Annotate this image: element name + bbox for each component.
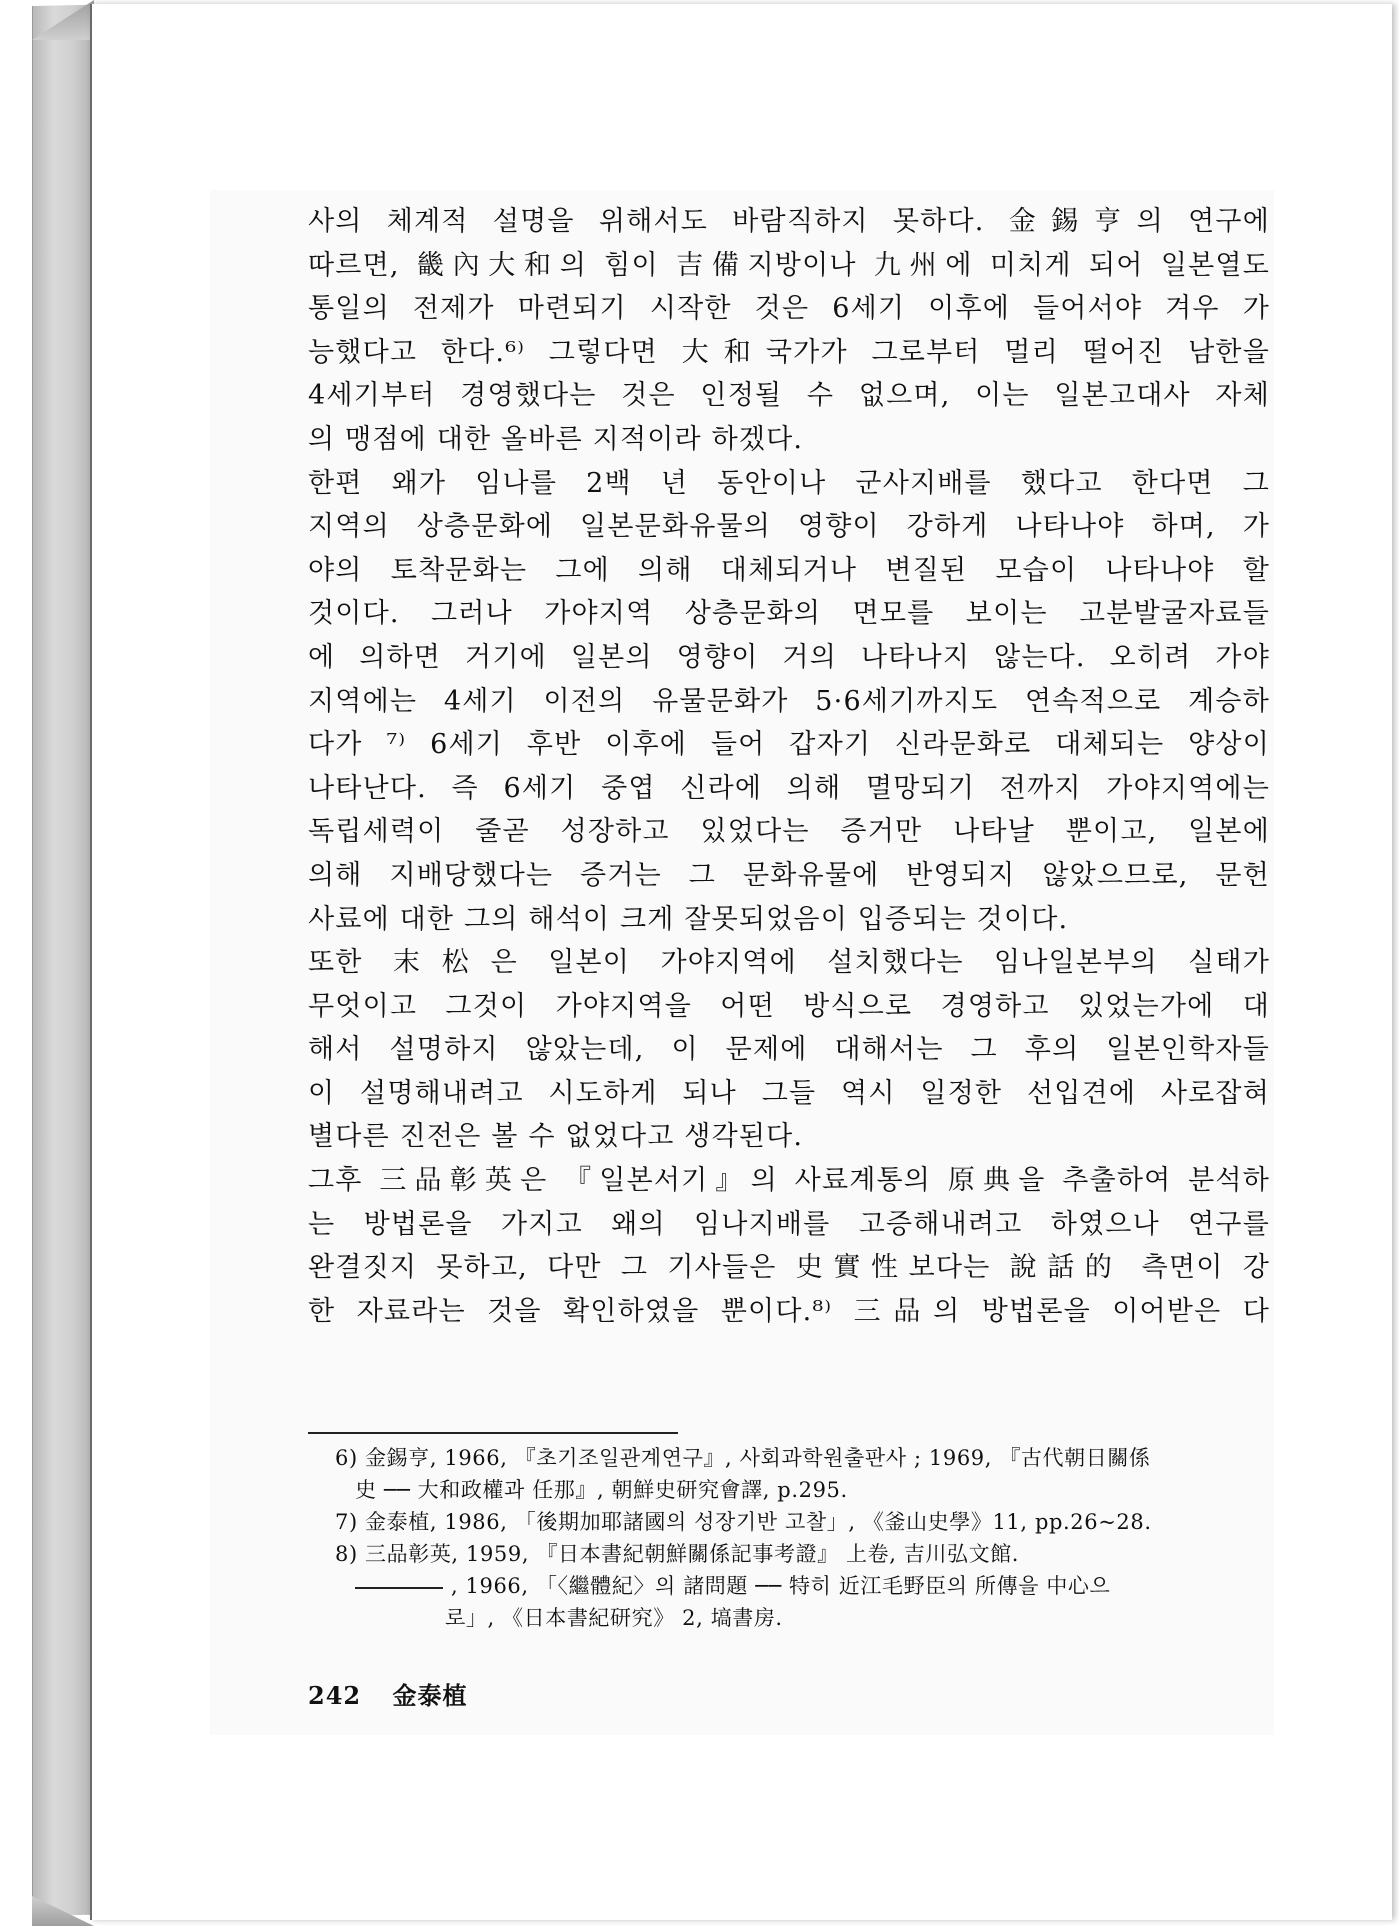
book-spine (32, 5, 91, 1916)
footnotes (335, 1442, 1270, 1634)
body-line: 나타난다. 즉 6세기 중엽 신라에 의해 멸망되기 전까지 가야지역에는 (308, 772, 1270, 804)
running-author: 金泰植 (392, 1681, 468, 1710)
body-line: 해서 설명하지 않았는데, 이 문제에 대해서는 그 후의 일본인학자들 (308, 1034, 1270, 1066)
body-line: 에 의하면 거기에 일본의 영향이 거의 나타나지 않는다. 오히려 가야 (308, 641, 1270, 673)
body-line: 통일의 전제가 마련되기 시작한 것은 6세기 이후에 들어서야 겨우 가 (308, 293, 1270, 325)
body-line: 의해 지배당했다는 증거는 그 문화유물에 반영되지 않았으므로, 문헌 (308, 859, 1270, 891)
ditto-underline (355, 1587, 443, 1589)
body-line: 사료에 대한 그의 해석이 크게 잘못되었음이 입증되는 것이다. (308, 903, 1069, 935)
body-line: 야의 토착문화는 그에 의해 대체되거나 변질된 모습이 나타나야 할 (308, 554, 1270, 586)
body-line: 사의 체계적 설명을 위해서도 바람직하지 못하다. 金錫亨의 연구에 (308, 206, 1270, 237)
body-line: 지역에는 4세기 이전의 유물문화가 5·6세기까지도 연속적으로 계승하 (308, 685, 1270, 717)
body-line: 독립세력이 줄곧 성장하고 있었다는 증거만 나타날 뿐이고, 일본에 (308, 816, 1270, 848)
footnote-7: 7) 金泰植, 1986, 「後期加耶諸國의 성장기반 고찰」, 《釜山史學》11, pp.26~28. (335, 1510, 1152, 1534)
body-line: 또한 末松은 일본이 가야지역에 설치했다는 임나일본부의 실태가 (308, 947, 1270, 979)
body-line: 것이다. 그러나 가야지역 상층문화의 면모를 보이는 고분발굴자료들 (308, 598, 1270, 630)
footnote-6: 6) 金錫亨, 1966, 『초기조일관계연구』, 사회과학원출판사 ; 1969, 『古代朝日關係 (335, 1446, 1151, 1470)
footnote-8: 8) 三品彰英, 1959, 『日本書紀朝鮮關係記事考證』 上卷, 吉川弘文館. (335, 1542, 1020, 1566)
footnote-6-continued: 史 ── 大和政權과 任那』, 朝鮮史研究會譯, p.295. (355, 1478, 848, 1502)
body-text (308, 200, 1270, 1333)
body-line: 이 설명해내려고 시도하게 되나 그들 역시 일정한 선입견에 사로잡혀 (308, 1077, 1270, 1109)
footnote-8-continued: 로」, 《日本書紀研究》 2, 塙書房. (445, 1606, 783, 1630)
body-line: 능했다고 한다.⁶⁾ 그렇다면 大和국가가 그로부터 멀리 떨어진 남한을 (308, 336, 1270, 368)
body-line: 한 자료라는 것을 확인하였을 뿐이다.⁸⁾ 三品의 방법론을 이어받은 다 (308, 1295, 1270, 1327)
footnote-8-second (335, 1570, 1270, 1602)
body-line: 따르면, 畿內大和의 힘이 吉備지방이나 九州에 미치게 되어 일본열도 (308, 249, 1270, 281)
body-line: 의 맹점에 대한 올바른 지적이라 하겠다. (308, 423, 804, 455)
body-line: 완결짓지 못하고, 다만 그 기사들은 史實性보다는 說話的 측면이 강 (308, 1252, 1270, 1284)
body-line: 한편 왜가 임나를 2백 년 동안이나 군사지배를 했다고 한다면 그 (308, 467, 1270, 499)
footnote-8-second-text: , 1966, 「〈繼體紀〉의 諸問題 ── 特히 近江毛野臣의 所傳을 中心으 (451, 1574, 1111, 1598)
page-number: 242 (308, 1681, 362, 1710)
body-line: 무엇이고 그것이 가야지역을 어떤 방식으로 경영하고 있었는가에 대 (308, 990, 1270, 1022)
body-line: 별다른 진전은 볼 수 없었다고 생각된다. (308, 1121, 804, 1153)
body-line: 그후 三品彰英은 『일본서기』의 사료계통의 原典을 추출하여 분석하 (308, 1165, 1270, 1197)
body-line: 는 방법론을 가지고 왜의 임나지배를 고증해내려고 하였으나 연구를 (308, 1208, 1270, 1240)
body-line: 지역의 상층문화에 일본문화유물의 영향이 강하게 나타나야 하며, 가 (308, 511, 1270, 543)
page-footer (308, 1676, 489, 1711)
body-line: 4세기부터 경영했다는 것은 인정될 수 없으며, 이는 일본고대사 자체 (308, 380, 1270, 412)
footnote-divider (308, 1432, 678, 1434)
body-line: 다가 ⁷⁾ 6세기 후반 이후에 들어 갑자기 신라문화로 대체되는 양상이 (308, 729, 1270, 761)
